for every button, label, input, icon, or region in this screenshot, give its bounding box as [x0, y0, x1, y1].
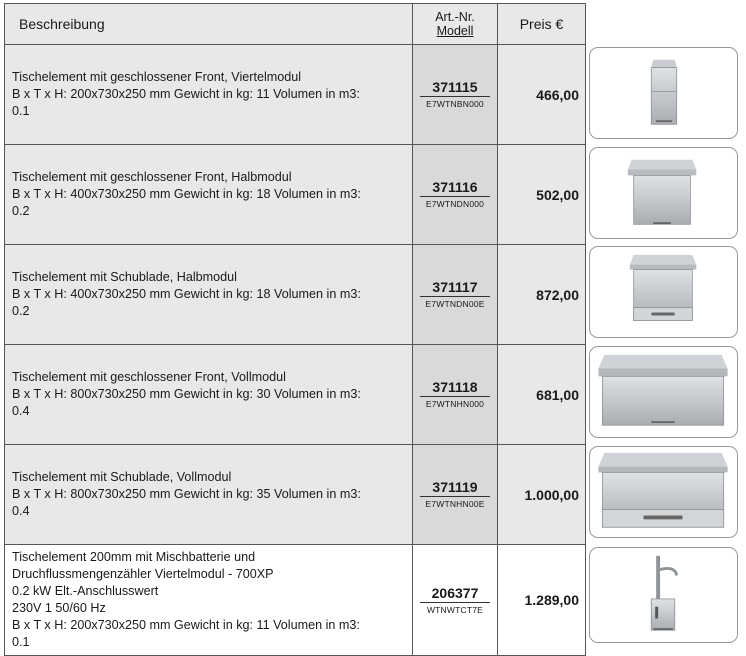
desc-line: 0.4 — [12, 404, 30, 418]
worktop-full-module-drawer-icon — [589, 446, 738, 538]
desc-line: 0.2 kW Elt.-Anschlusswert — [12, 584, 159, 598]
table-row — [5, 344, 585, 444]
model-code: E7WTNHN00E — [425, 499, 485, 509]
header-art-nr: Art.-Nr. — [435, 10, 475, 24]
row-article — [412, 345, 498, 444]
model-code: WTNWTCT7E — [426, 604, 484, 615]
model-code: E7WTNBN000 — [426, 99, 484, 109]
article-number: 371117 — [420, 280, 490, 297]
row-price: 872,00 — [498, 245, 585, 344]
desc-line: Tischelement mit Schublade, Vollmodul — [12, 470, 232, 484]
row-article — [412, 445, 498, 544]
model-code: E7WTNDN00E — [425, 299, 485, 309]
row-description — [5, 545, 412, 655]
worktop-full-module-icon — [589, 346, 738, 438]
row-price: 502,00 — [498, 145, 585, 244]
table-row — [5, 244, 585, 344]
price-table — [4, 3, 586, 656]
header-price: Preis € — [519, 16, 564, 32]
desc-line: Tischelement mit geschlossener Front, Viertelmodul — [12, 70, 302, 84]
desc-line: B x T x H: 200x730x250 mm Gewicht in kg: 11 Volumen in m3: — [12, 87, 360, 101]
desc-line: Tischelement 200mm mit Mischbatterie und — [12, 550, 256, 564]
desc-line: 0.2 — [12, 204, 30, 218]
header-description: Beschreibung — [19, 16, 105, 32]
row-article — [412, 45, 498, 144]
desc-line: B x T x H: 800x730x250 mm Gewicht in kg: 35 Volumen in m3: — [12, 487, 361, 501]
desc-line: Tischelement mit Schublade, Halbmodul — [12, 270, 237, 284]
desc-line: 0.1 — [12, 104, 30, 118]
row-description — [5, 245, 412, 344]
desc-line: 0.1 — [12, 635, 30, 649]
header-article — [412, 4, 498, 44]
desc-line: B x T x H: 400x730x250 mm Gewicht in kg: 18 Volumen in m3: — [12, 287, 361, 301]
row-description — [5, 445, 412, 544]
worktop-half-module-icon — [589, 147, 738, 239]
row-price: 466,00 — [498, 45, 585, 144]
desc-line: 230V 1 50/60 Hz — [12, 601, 106, 615]
desc-line: B x T x H: 200x730x250 mm Gewicht in kg: 11 Volumen in m3: — [12, 618, 360, 632]
table-row — [5, 444, 585, 544]
row-article — [412, 545, 498, 655]
row-description — [5, 345, 412, 444]
row-price: 1.000,00 — [498, 445, 585, 544]
row-article — [412, 245, 498, 344]
table-row — [5, 544, 585, 655]
worktop-quarter-module-icon — [589, 47, 738, 139]
row-price: 1.289,00 — [524, 592, 579, 608]
desc-line: 0.2 — [12, 304, 30, 318]
article-number: 206377 — [420, 586, 490, 603]
row-price: 681,00 — [498, 345, 585, 444]
article-number: 371118 — [420, 380, 490, 397]
desc-line: 0.4 — [12, 504, 30, 518]
row-article — [412, 145, 498, 244]
row-description — [5, 145, 412, 244]
worktop-half-module-drawer-icon — [589, 246, 738, 338]
row-description — [5, 45, 412, 144]
model-code: E7WTNDN000 — [425, 199, 485, 209]
header-modell: Modell — [436, 24, 474, 38]
desc-line: B x T x H: 800x730x250 mm Gewicht in kg: 30 Volumen in m3: — [12, 387, 361, 401]
article-number: 371116 — [420, 180, 490, 197]
desc-line: Tischelement mit geschlossener Front, Vollmodul — [12, 370, 286, 384]
desc-line: Tischelement mit geschlossener Front, Halbmodul — [12, 170, 292, 184]
table-row — [5, 144, 585, 244]
model-code: E7WTNHN000 — [425, 399, 485, 409]
article-number: 371115 — [420, 80, 490, 97]
article-number: 371119 — [420, 480, 490, 497]
worktop-mixer-tap-icon — [589, 547, 738, 643]
desc-line: Druchflussmengenzähler Viertelmodul - 700XP — [12, 567, 274, 581]
desc-line: B x T x H: 400x730x250 mm Gewicht in kg: 18 Volumen in m3: — [12, 187, 361, 201]
table-header — [5, 4, 585, 44]
table-row — [5, 44, 585, 144]
